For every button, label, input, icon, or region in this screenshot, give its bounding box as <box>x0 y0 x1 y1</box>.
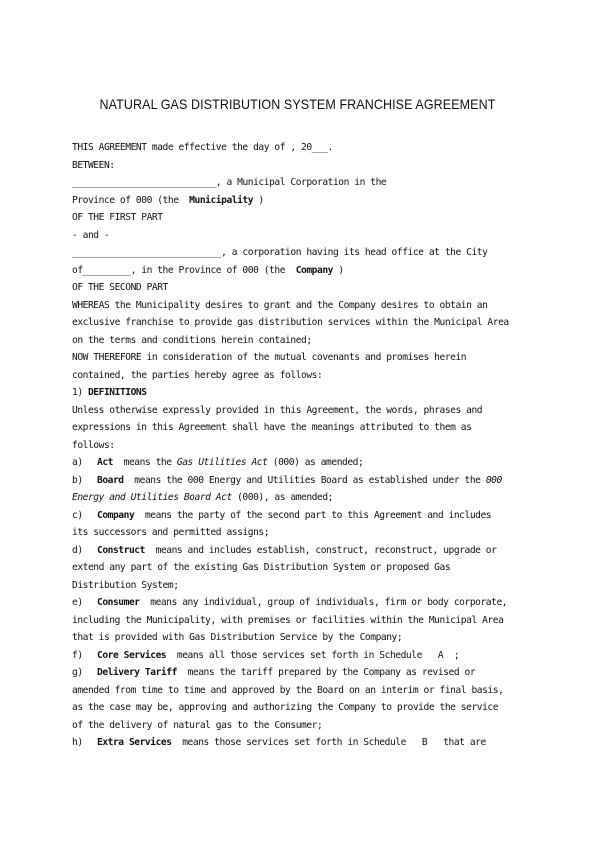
definition-term: Delivery Tariff <box>97 667 177 678</box>
party2-line1: ____________________________, a corporation having its head office at the City <box>72 247 488 258</box>
definition-text: means the <box>112 457 177 468</box>
definition-company <box>72 507 532 525</box>
effective-date-line: THIS AGREEMENT made effective the day of , 20___. <box>72 142 333 153</box>
party1-description: , a Municipal Corporation in the <box>215 177 387 188</box>
second-part-label: OF THE SECOND PART <box>72 282 168 293</box>
definition-term: Core Services <box>97 649 167 661</box>
recital-line: WHEREAS the Municipality desires to grant and the Company desires to obtain an <box>72 299 488 311</box>
document-title: NATURAL GAS DISTRIBUTION SYSTEM FRANCHISE AGREEMENT <box>99 97 496 112</box>
party2-province-text: of_________, in the Province of 000 (the <box>72 264 296 276</box>
definition-term: Board <box>97 474 124 486</box>
agreement-body <box>72 139 532 752</box>
definition-term: Extra Services <box>97 737 172 748</box>
section-intro-line: follows: <box>72 439 115 451</box>
and-separator: - and - <box>72 229 110 241</box>
party2-close-paren: ) <box>333 264 344 276</box>
definition-text: means any individual, group of individuals, firm or body corporate, <box>139 597 508 608</box>
definition-consumer-cont: that is provided with Gas Distribution Service by the Company; <box>72 632 403 643</box>
definition-delivery-tariff-cont: as the case may be, approving and authorizing the Company to provide the service <box>72 702 499 713</box>
definition-term: Act <box>97 457 113 468</box>
section-intro-line: Unless otherwise expressly provided in this Agreement, the words, phrases and <box>72 404 483 416</box>
definition-board <box>72 472 532 490</box>
section-title: DEFINITIONS <box>87 387 147 398</box>
section-number: 1) <box>72 387 88 398</box>
definition-delivery-tariff-cont: of the delivery of natural gas to the Consumer; <box>72 719 323 731</box>
definition-company-cont: its successors and permitted assigns; <box>72 527 270 538</box>
definition-term: Construct <box>97 544 145 556</box>
definition-delivery-tariff <box>72 664 532 682</box>
definition-label: f) <box>72 649 83 661</box>
party1-name-blank: ___________________________ <box>72 177 216 188</box>
definition-construct <box>72 542 532 560</box>
definition-text: means all those services set forth in Schedule A ; <box>166 649 460 661</box>
recital-line: NOW THEREFORE in consideration of the mutual covenants and promises herein <box>72 352 467 363</box>
recital-line: contained, the parties hereby agree as follows: <box>72 369 323 381</box>
definition-term: Company <box>97 509 135 521</box>
definition-label: b) <box>72 474 83 486</box>
definition-delivery-tariff-cont: amended from time to time and approved by the Board on an interim or final basis, <box>72 684 504 696</box>
party1-line2 <box>72 192 532 210</box>
first-part-label: OF THE FIRST PART <box>72 212 163 223</box>
definition-core-services <box>72 647 532 665</box>
municipality-defined-term: Municipality <box>189 194 254 206</box>
definition-label: g) <box>72 667 83 678</box>
company-defined-term: Company <box>295 264 333 276</box>
between-line: BETWEEN: <box>72 159 115 171</box>
definition-board-cont <box>72 489 532 507</box>
definition-text: means and includes establish, construct, reconstruct, upgrade or <box>144 544 497 556</box>
definition-label: d) <box>72 544 83 556</box>
party1-province-text: Province of 000 (the <box>72 194 190 206</box>
party1-close-paren: ) <box>253 194 264 206</box>
definition-text: means those services set forth in Schedule B that are <box>171 737 486 748</box>
party2-line2 <box>72 262 532 280</box>
recital-line: exclusive franchise to provide gas distribution services within the Municipal Area <box>72 317 509 328</box>
definition-text: means the 000 Energy and Utilities Board as established under the <box>123 474 486 486</box>
definition-consumer-cont: including the Municipality, with premises or facilities within the Municipal Area <box>72 614 504 626</box>
section-heading <box>72 384 532 402</box>
definition-label: c) <box>72 509 83 521</box>
section-intro-line: expressions in this Agreement shall have the meanings attributed to them as <box>72 422 472 433</box>
definition-text: means the party of the second part to this Agreement and includes <box>134 509 492 521</box>
definition-label: a) <box>72 457 83 468</box>
definition-construct-cont: extend any part of the existing Gas Distribution System or proposed Gas <box>72 562 451 573</box>
definition-term: Consumer <box>97 597 140 608</box>
recital-line: on the terms and conditions herein contained; <box>72 334 312 346</box>
definition-consumer <box>72 594 532 612</box>
party1-line1 <box>72 174 532 192</box>
definition-construct-cont: Distribution System; <box>72 579 179 591</box>
definition-act <box>72 454 532 472</box>
definition-text: (000) as amended; <box>267 457 364 468</box>
statute-name: Gas Utilities Act <box>176 457 268 468</box>
definition-label: h) <box>72 737 83 748</box>
statute-name: Energy and Utilities Board Act <box>72 492 232 503</box>
definition-label: e) <box>72 597 83 608</box>
definition-text: means the tariff prepared by the Company as revised or <box>176 667 476 678</box>
definition-extra-services <box>72 734 532 752</box>
statute-name: 000 <box>485 474 502 486</box>
definition-text: (000), as amended; <box>231 492 333 503</box>
